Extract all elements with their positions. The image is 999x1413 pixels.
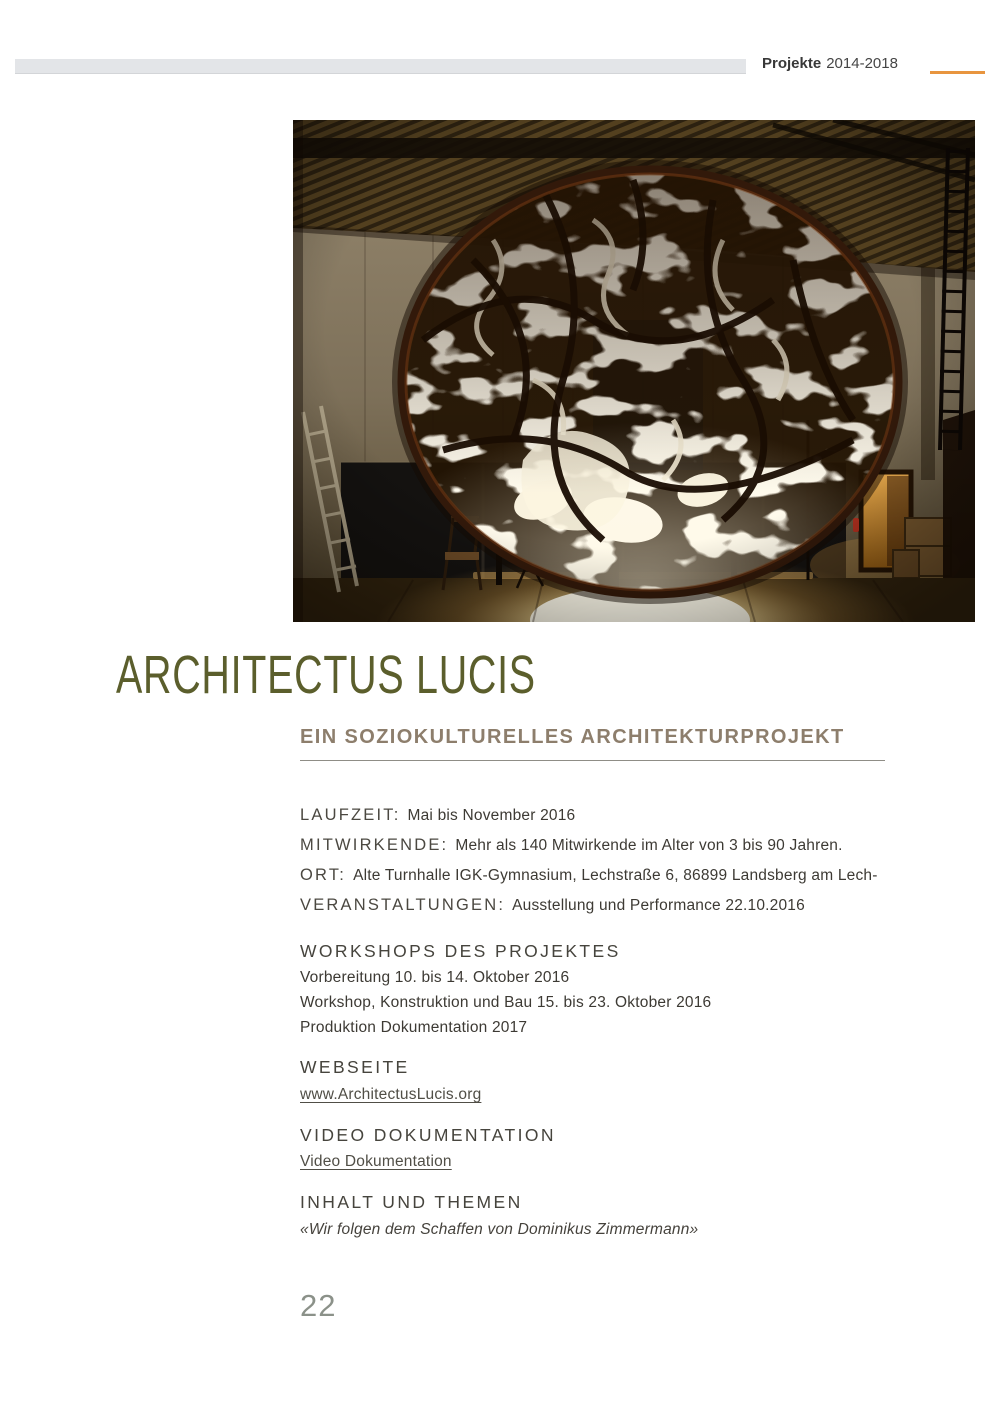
info-value: Ausstellung und Performance 22.10.2016 — [512, 897, 805, 914]
project-photo-canvas — [293, 120, 975, 622]
header-label-years: 2014-2018 — [826, 55, 898, 72]
header-label — [762, 55, 898, 72]
info-label: MITWIRKENDE: — [300, 836, 449, 854]
info-value: Mehr als 140 Mitwirkende im Alter von 3 bis 90 Jahren. — [455, 837, 843, 854]
page-number: 22 — [300, 1288, 337, 1323]
website-heading: WEBSEITE — [300, 1057, 410, 1077]
workshop-item: Workshop, Konstruktion und Bau 15. bis 23. Oktober 2016 — [300, 994, 712, 1011]
info-value: Mai bis November 2016 — [407, 807, 576, 824]
info-row-veranstaltungen — [300, 896, 950, 915]
info-row-laufzeit — [300, 806, 950, 825]
info-label: ORT: — [300, 866, 347, 884]
info-label: VERANSTALTUNGEN: — [300, 896, 506, 914]
accent-line — [930, 71, 985, 74]
content-quote: «Wir folgen dem Schaffen von Dominikus Zimmermann» — [300, 1221, 699, 1238]
photo-edge-shadow — [293, 120, 303, 622]
video-heading: VIDEO DOKUMENTATION — [300, 1125, 556, 1145]
info-label: LAUFZEIT: — [300, 806, 401, 824]
content-heading: INHALT UND THEMEN — [300, 1192, 523, 1212]
workshop-item: Vorbereitung 10. bis 14. Oktober 2016 — [300, 969, 570, 986]
page-title: ARCHITECTUS LUCIS — [116, 645, 536, 705]
video-link[interactable]: Video Dokumentation — [300, 1153, 452, 1170]
info-row-mitwirkende — [300, 836, 950, 855]
info-row-ort — [300, 866, 950, 885]
project-photo — [293, 120, 975, 622]
header-bar — [15, 59, 746, 74]
website-link[interactable]: www.ArchitectusLucis.org — [300, 1086, 482, 1103]
photo-vignette — [293, 120, 975, 622]
page-subtitle-rule — [300, 726, 885, 761]
header-label-bold: Projekte — [762, 55, 822, 72]
project-info-list — [300, 806, 950, 926]
page-subtitle: EIN SOZIOKULTURELLES ARCHITEKTURPROJEKT — [300, 726, 845, 748]
workshops-heading: WORKSHOPS DES PROJEKTES — [300, 941, 621, 961]
workshop-item: Produktion Dokumentation 2017 — [300, 1019, 528, 1036]
info-value: Alte Turnhalle IGK-Gymnasium, Lechstraße 6, 86899 Landsberg am Lech- — [353, 867, 878, 884]
